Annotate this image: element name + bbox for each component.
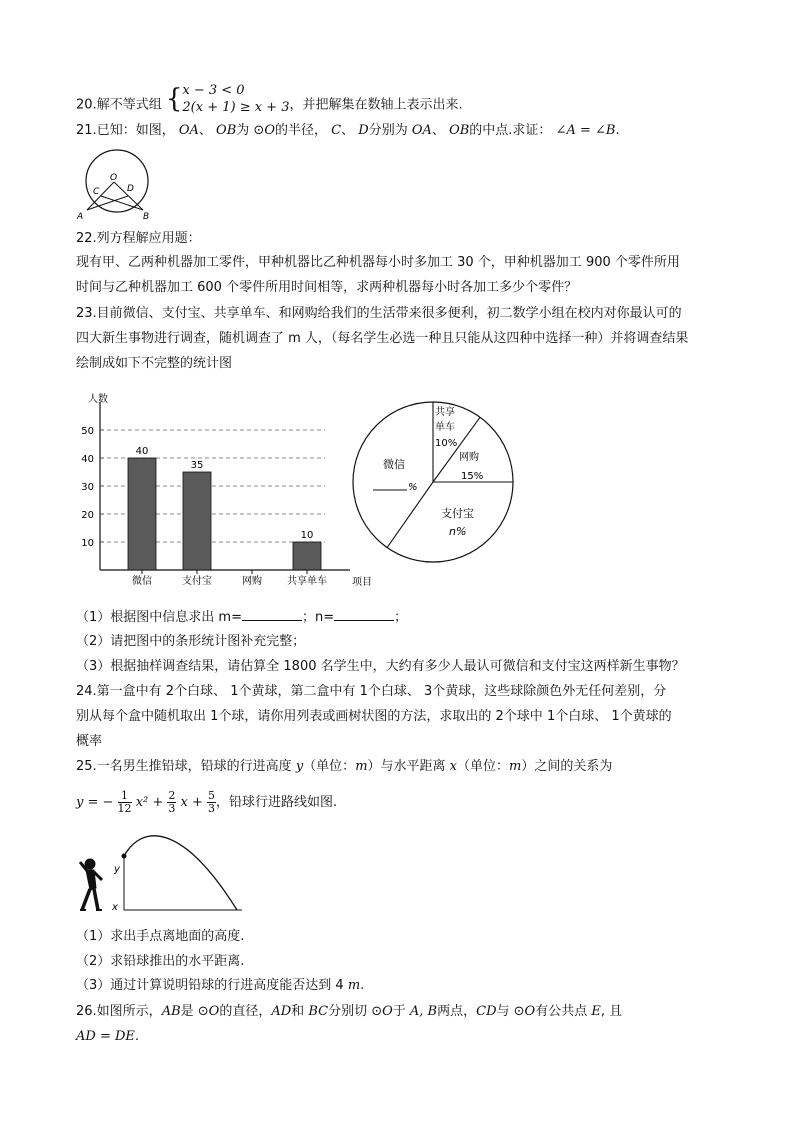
x-tick-label: 网购 (242, 576, 262, 587)
pie-label-bike: 共享 (435, 407, 455, 418)
q22-line1: 现有甲、乙两种机器加工零件，甲种机器比乙种机器每小时多加工 30 个，甲种机器加工 900 个零件所用 (76, 255, 680, 270)
x-axis-label: 项目 (352, 577, 372, 588)
fraction-1-12: $\frac{1}{12}$ (117, 789, 132, 815)
q22-title: 22.列方程解应用题： (76, 231, 201, 246)
q23-line2: 四大新生事物进行调查，随机调查了 m 人，（每名学生必选一种且只能从这四种中选择一种）并将调查结果 (76, 331, 689, 346)
fraction-2-3: $\frac{2}{3}$ (168, 789, 176, 815)
x-tick-label: 微信 (132, 576, 152, 587)
pie-value-alipay: n% (449, 525, 467, 538)
q20-brace: { (165, 84, 183, 114)
pie-label-bike-2: 单车 (435, 422, 455, 433)
pie-value-wechat: % (408, 482, 418, 493)
bar-微信 (128, 458, 156, 570)
q21-label-o: O (110, 173, 118, 183)
pie-value-bike: 10% (435, 438, 458, 449)
y-tick-label: 20 (81, 510, 94, 521)
bar-value-label: 35 (190, 460, 204, 471)
q21-label-b: B (143, 212, 150, 222)
x-tick-label: 支付宝 (182, 576, 212, 587)
bar-支付宝 (183, 472, 211, 570)
q21-label-d: D (127, 184, 134, 194)
y-tick-label: 50 (81, 426, 94, 437)
axis-label-y: y (114, 864, 120, 875)
q23-line3: 绘制成如下不完整的统计图 (76, 356, 233, 371)
x-tick-label: 共享单车 (287, 576, 327, 587)
pie-label-shopping: 网购 (459, 452, 479, 463)
y-tick-label: 40 (81, 454, 94, 465)
q21-label-a: A (77, 212, 84, 222)
q21-line: 21.已知：如图， OA、 OB为 ⊙O的半径， C、 D分别为 OA、 OB的中点.求证： ∠A = ∠B. (76, 123, 620, 138)
axis-label-x: x (112, 902, 118, 913)
shot-put-figure (72, 826, 252, 918)
answer-blank-m[interactable] (242, 608, 302, 621)
q25-sub2: （2）求铅球推出的水平距离. (76, 954, 245, 969)
q24-line3: 概率 (76, 734, 103, 749)
q23-sub3: （3）根据抽样调查结果，请估算全 1800 名学生中，大约有多少人最认可微信和支付宝这两样新生事物？ (76, 659, 685, 674)
athlete-icon (80, 859, 102, 910)
q21-figure (70, 146, 170, 226)
q26-line2: AD = DE. (76, 1029, 140, 1044)
trajectory-curve (124, 836, 237, 910)
pie-value-shopping: 15% (461, 471, 484, 482)
bar-共享单车 (293, 542, 321, 570)
q24-line1: 24.第一盒中有 2个白球、 1个黄球，第二盒中有 1个白球、 3个黄球，这些球除颜色外无任何差别，分 (76, 684, 667, 699)
y-axis-label: 人数 (88, 394, 108, 405)
q26-line1: 26.如图所示，AB是 ⊙O的直径，AD和 BC分别切 ⊙O于 A, B两点，CD与 ⊙O有公共点 E, 且 (76, 1004, 623, 1019)
bar-chart (70, 388, 390, 598)
y-tick-label: 10 (81, 538, 94, 549)
q25-line1: 25.一名男生推铅球，铅球的行进高度 y（单位：m）与水平距离 x（单位：m）之间的关系为 (76, 759, 613, 774)
q25-equation: y = − $\frac{1}{12}$ x² + $\frac{2}{3}$ x + $\frac{5}{3}$ ，铅球行进路线如图. (76, 789, 338, 815)
q21-label-c: C (93, 187, 100, 197)
q25-sub1: （1）求出手点离地面的高度. (76, 929, 245, 944)
y-tick-label: 30 (81, 482, 94, 493)
q25-sub3: （3）通过计算说明铅球的行进高度能否达到 4 m. (76, 978, 365, 993)
bar-value-label: 40 (135, 446, 149, 457)
q20-system: x − 3 < 0 2(x + 1) ≥ x + 3 (182, 83, 290, 115)
q20-line: 20.解不等式组 { x − 3 < 0 2(x + 1) ≥ x + 3 ，并把解集在数轴上表示出来. (76, 83, 463, 115)
q22-line2: 时间与乙种机器加工 600 个零件所用时间相等，求两种机器每小时各加工多少个零件？ (76, 280, 578, 295)
q23-sub1: （1）根据图中信息求出 m= ；n= ； (76, 610, 408, 625)
q24-line2: 别从每个盒中随机取出 1个球，请你用列表或画树状图的方法，求取出的 2个球中 1个白球、 1个黄球的 (76, 709, 672, 724)
q23-sub2: （2）请把图中的条形统计图补充完整； (76, 634, 306, 649)
answer-blank-n[interactable] (334, 608, 394, 621)
q23-line1: 23.目前微信、支付宝、共享单车、和网购给我们的生活带来很多便利，初二数学小组在校内对你最认可的 (76, 306, 682, 321)
pie-chart (345, 395, 525, 570)
pie-label-alipay: 支付宝 (441, 507, 474, 520)
bar-value-label: 10 (300, 530, 314, 541)
fraction-5-3: $\frac{5}{3}$ (208, 789, 216, 815)
pie-label-wechat: 微信 (383, 458, 405, 471)
